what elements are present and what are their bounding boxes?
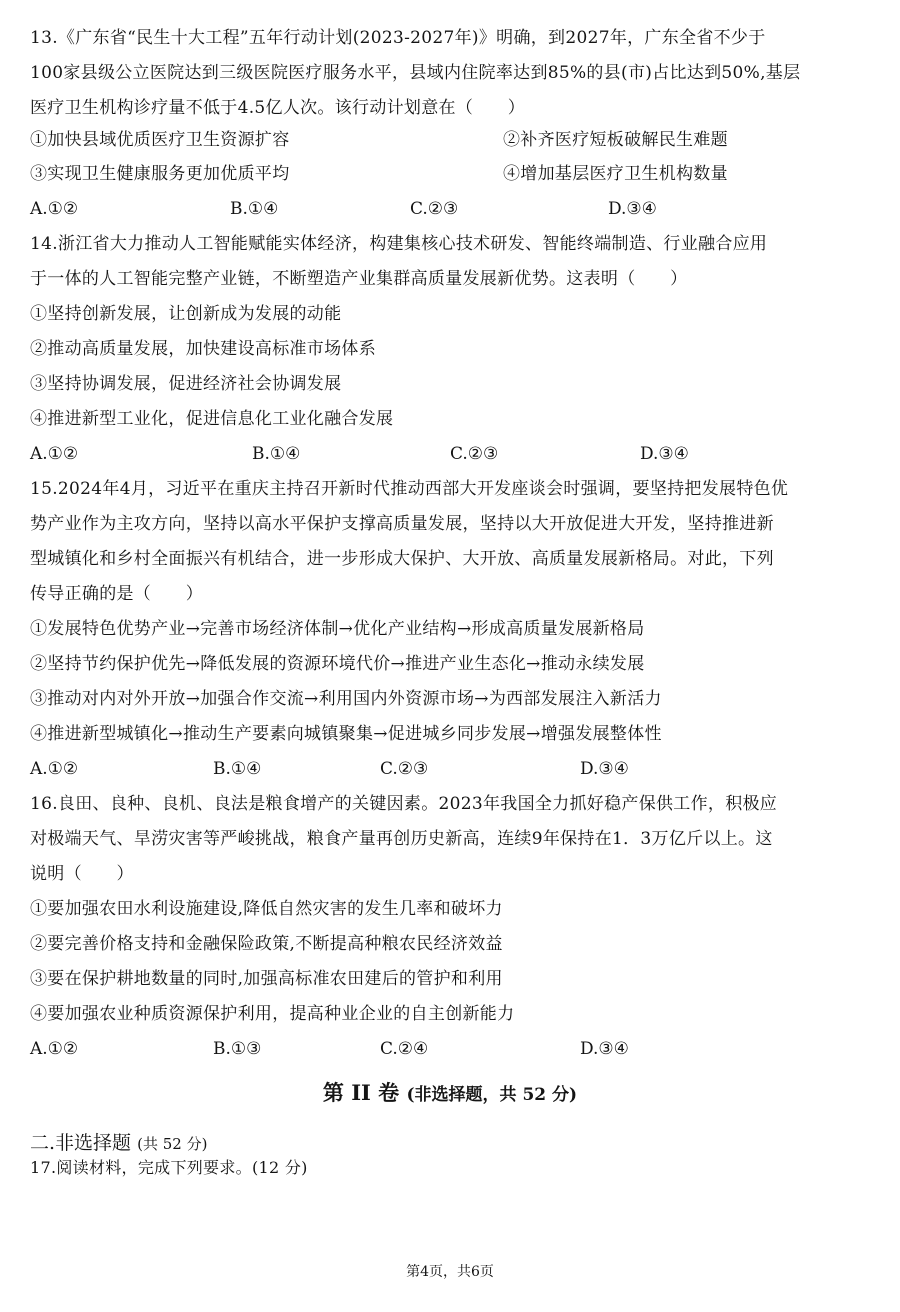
page-number: 第4页，共6页	[406, 1264, 494, 1280]
q13-option-c[interactable]: C.②③	[410, 199, 459, 219]
q15-options	[30, 757, 875, 781]
q15-statement-4: ④推进新型城镇化→推动生产要素向城镇聚集→促进城乡同步发展→增强发展整体性	[30, 724, 662, 744]
q15-stem-line-2: 势产业作为主攻方向，坚持以高水平保护支撑高质量发展，坚持以大开放促进大开发，坚持推进新	[30, 514, 774, 534]
q13-statement-4: ④增加基层医疗卫生机构数量	[503, 164, 728, 184]
q13-stem-line-2: 100家县级公立医院达到三级医院医疗服务水平，县域内住院率达到85%的县(市)占比达到50%,基层	[30, 63, 801, 83]
q15-option-d[interactable]: D.③④	[580, 759, 629, 779]
q15-stem-line-1: 15.2024年4月，习近平在重庆主持召开新时代推动西部大开发座谈会时强调，要坚持把发展特色优	[30, 479, 789, 499]
q15-stem-line-4: 传导正确的是（ ）	[30, 584, 203, 604]
q13-option-a[interactable]: A.①②	[30, 199, 79, 219]
q13-option-b[interactable]: B.①④	[230, 199, 279, 219]
q13-stem-line-3: 医疗卫生机构诊疗量不低于4.5亿人次。该行动计划意在（ ）	[30, 98, 526, 118]
q15-statement-3: ③推动对内对外开放→加强合作交流→利用国内外资源市场→为西部发展注入新活力	[30, 689, 662, 709]
q14-option-b[interactable]: B.①④	[252, 444, 301, 464]
q15-option-a[interactable]: A.①②	[30, 759, 79, 779]
q16-option-a[interactable]: A.①②	[30, 1039, 79, 1059]
part-2-title: 二.非选择题	[30, 1132, 132, 1154]
section-2-title: 第 II 卷	[322, 1080, 400, 1105]
q14-option-d[interactable]: D.③④	[640, 444, 689, 464]
part-2-heading	[30, 1130, 207, 1157]
q13-stem-line-1: 13.《广东省“民生十大工程”五年行动计划(2023-2027年)》明确，到2027年，广东全省不少于	[30, 28, 766, 48]
q14-statement-1: ①坚持创新发展，让创新成为发展的动能	[30, 304, 342, 324]
question-17: 17.阅读材料，完成下列要求。(12 分)	[30, 1158, 308, 1177]
section-2-heading	[0, 1078, 900, 1110]
part-2-score: (共 52 分)	[137, 1135, 208, 1153]
q14-statement-3: ③坚持协调发展，促进经济社会协调发展	[30, 374, 342, 394]
q15-option-c[interactable]: C.②③	[380, 759, 429, 779]
q14-statement-4: ④推进新型工业化，促进信息化工业化融合发展	[30, 409, 394, 429]
q15-option-b[interactable]: B.①④	[213, 759, 262, 779]
q13-option-d[interactable]: D.③④	[608, 199, 657, 219]
q16-statement-2: ②要完善价格支持和金融保险政策,不断提高种粮农民经济效益	[30, 934, 503, 954]
q16-statement-3: ③要在保护耕地数量的同时,加强高标准农田建后的管护和利用	[30, 969, 503, 989]
section-2-subtitle: (非选择题，共 52 分)	[406, 1085, 578, 1105]
q15-statement-2: ②坚持节约保护优先→降低发展的资源环境代价→推进产业生态化→推动永续发展	[30, 654, 645, 674]
q14-stem-line-1: 14.浙江省大力推动人工智能赋能实体经济，构建集核心技术研发、智能终端制造、行业融合应用	[30, 234, 768, 254]
q14-options	[30, 442, 875, 466]
q16-options	[30, 1037, 875, 1061]
q16-stem-line-2: 对极端天气、旱涝灾害等严峻挑战，粮食产量再创历史新高，连续9年保持在1．3万亿斤以上。这	[30, 829, 773, 849]
q13-options	[30, 197, 875, 221]
q15-statement-1: ①发展特色优势产业→完善市场经济体制→优化产业结构→形成高质量发展新格局	[30, 619, 645, 639]
q16-statement-1: ①要加强农田水利设施建设,降低自然灾害的发生几率和破坏力	[30, 899, 503, 919]
q16-statement-4: ④要加强农业种质资源保护利用，提高种业企业的自主创新能力	[30, 1004, 515, 1024]
q14-statement-2: ②推动高质量发展，加快建设高标准市场体系	[30, 339, 376, 359]
q16-option-d[interactable]: D.③④	[580, 1039, 629, 1059]
q16-option-b[interactable]: B.①③	[213, 1039, 262, 1059]
q14-option-c[interactable]: C.②③	[450, 444, 499, 464]
q13-statement-3: ③实现卫生健康服务更加优质平均	[30, 164, 290, 184]
q13-statement-2: ②补齐医疗短板破解民生难题	[503, 130, 728, 150]
q16-option-c[interactable]: C.②④	[380, 1039, 429, 1059]
q14-stem-line-2: 于一体的人工智能完整产业链，不断塑造产业集群高质量发展新优势。这表明（ ）	[30, 269, 688, 289]
q16-stem-line-1: 16.良田、良种、良机、良法是粮食增产的关键因素。2023年我国全力抓好稳产保供工作，积极应	[30, 794, 778, 814]
q13-statement-1: ①加快县域优质医疗卫生资源扩容	[30, 130, 290, 150]
q14-option-a[interactable]: A.①②	[30, 444, 79, 464]
q15-stem-line-3: 型城镇化和乡村全面振兴有机结合，进一步形成大保护、大开放、高质量发展新格局。对此，下列	[30, 549, 774, 569]
q16-stem-line-3: 说明（ ）	[30, 864, 134, 884]
